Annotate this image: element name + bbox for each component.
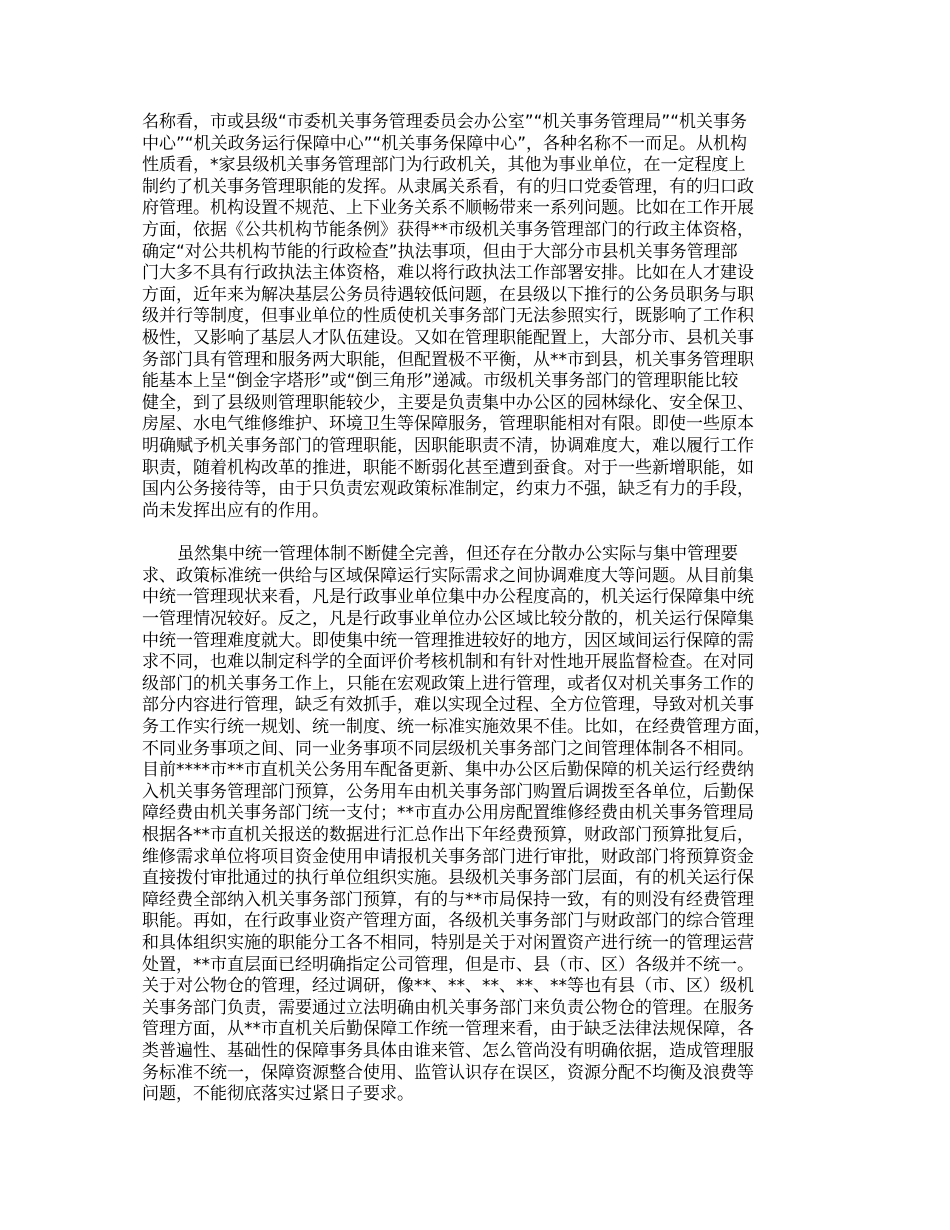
- text-line: 门大多不具有行政执法主体资格，难以将行政执法工作部署安排。比如在人才建设: [142, 263, 754, 284]
- text-line: 务部门具有管理和服务两大职能，但配置极不平衡，从**市到县，机关事务管理职: [142, 349, 754, 370]
- text-line: 中统一管理难度就大。即使集中统一管理推进较好的地方，因区域间运行保障的需: [142, 630, 754, 651]
- text-line: 职能。再如，在行政事业资产管理方面，各级机关事务部门与财政部门的综合管理: [142, 911, 754, 932]
- text-line: 制约了机关事务管理职能的发挥。从隶属关系看，有的归口党委管理，有的归口政: [142, 176, 754, 197]
- text-line: 问题，不能彻底落实过紧日子要求。: [142, 1084, 414, 1105]
- text-line: 求不同，也难以制定科学的全面评价考核机制和有针对性地开展监督检查。在对同: [142, 652, 754, 673]
- text-line: 和具体组织实施的职能分工各不相同，特别是关于对闲置资产进行统一的管理运营: [142, 932, 754, 953]
- text-line: 中统一管理现状来看，凡是行政事业单位集中办公程度高的，机关运行保障集中统: [142, 587, 754, 608]
- text-line: 虽然集中统一管理体制不断健全完善，但还存在分散办公实际与集中管理要: [177, 544, 738, 565]
- text-line: 务工作实行统一规划、统一制度、统一标准实施效果不佳。比如，在经费管理方面，: [142, 717, 771, 738]
- text-line: 维修需求单位将项目资金使用申请报机关事务部门进行审批，财政部门将预算资金: [142, 846, 754, 867]
- text-line: 障经费由机关事务部门统一支付；**市直办公用房配置维修经费由机关事务管理局: [142, 803, 754, 824]
- text-line: 求、政策标准统一供给与区域保障运行实际需求之间协调难度大等问题。从目前集: [142, 565, 754, 586]
- text-line: 极性，又影响了基层人才队伍建设。又如在管理职能配置上，大部分市、县机关事: [142, 327, 754, 348]
- document-body: [142, 112, 826, 1106]
- text-line: 不同业务事项之间、同一业务事项不同层级机关事务部门之间管理体制各不相同。: [142, 738, 754, 759]
- text-line: 级并行等制度，但事业单位的性质使机关事务部门无法参照实行，既影响了工作积: [142, 306, 754, 327]
- paragraph: [142, 112, 826, 522]
- text-line: 职责，随着机构改革的推进，职能不断弱化甚至遭到蚕食。对于一些新增职能，如: [142, 457, 754, 478]
- text-line: 障经费全部纳入机关事务部门预算，有的与**市局保持一致，有的则没有经费管理: [142, 889, 754, 910]
- text-line: 部分内容进行管理，缺乏有效抓手，难以实现全过程、全方位管理，导致对机关事: [142, 695, 754, 716]
- text-line: 健全，到了县级则管理职能较少，主要是负责集中办公区的园林绿化、安全保卫、: [142, 392, 754, 413]
- text-line: 性质看，*家县级机关事务管理部门为行政机关，其他为事业单位，在一定程度上: [142, 155, 746, 176]
- text-line: 国内公务接待等，由于只负责宏观政策标准制定，约束力不强，缺乏有力的手段，: [142, 479, 754, 500]
- text-line: 方面，近年来为解决基层公务员待遇较低问题，在县级以下推行的公务员职务与职: [142, 284, 754, 305]
- text-line: 明确赋予机关事务部门的管理职能，因职能职责不清，协调难度大，难以履行工作: [142, 435, 754, 456]
- text-line: 确定“对公共机构节能的行政检查”执法事项，但由于大部分市县机关事务管理部: [142, 241, 738, 262]
- text-line: 尚未发挥出应有的作用。: [142, 500, 329, 521]
- paragraph-gap: [142, 522, 826, 544]
- text-line: 直接拨付审批通过的执行单位组织实施。县级机关事务部门层面，有的机关运行保: [142, 868, 754, 889]
- text-line: 房屋、水电气维修维护、环境卫生等保障服务，管理职能相对有限。即使一些原本: [142, 414, 754, 435]
- text-line: 类普遍性、基础性的保障事务具体由谁来管、怎么管尚没有明确依据，造成管理服: [142, 1040, 754, 1061]
- text-line: 处置，**市直层面已经明确指定公司管理，但是市、县（市、区）各级并不统一。: [142, 954, 754, 975]
- text-line: 管理方面，从**市直机关后勤保障工作统一管理来看，由于缺乏法律法规保障，各: [142, 1019, 754, 1040]
- paragraph: [142, 544, 826, 1105]
- text-line: 入机关事务管理部门预算，公务用车由机关事务部门购置后调拨至各单位，后勤保: [142, 781, 754, 802]
- text-line: 一管理情况较好。反之，凡是行政事业单位办公区域比较分散的，机关运行保障集: [142, 609, 754, 630]
- text-line: 能基本上呈“倒金字塔形”或“倒三角形”递减。市级机关事务部门的管理职能比较: [142, 371, 739, 392]
- text-line: 方面，依据《公共机构节能条例》获得**市级机关事务管理部门的行政主体资格，: [142, 219, 754, 240]
- text-line: 中心”“机关政务运行保障中心”“机关事务保障中心”，各种名称不一而足。从机构: [142, 133, 748, 154]
- text-line: 关事务部门负责，需要通过立法明确由机关事务部门来负责公物仓的管理。在服务: [142, 997, 754, 1018]
- text-line: 务标准不统一，保障资源整合使用、监管认识存在误区，资源分配不均衡及浪费等: [142, 1062, 754, 1083]
- text-line: 关于对公物仓的管理，经过调研，像**、**、**、**、**等也有县（市、区）级机: [142, 976, 754, 997]
- text-line: 级部门的机关事务工作上，只能在宏观政策上进行管理，或者仅对机关事务工作的: [142, 673, 754, 694]
- text-line: 名称看，市或县级“市委机关事务管理委员会办公室”“机关事务管理局”“机关事务: [142, 112, 748, 132]
- text-line: 府管理。机构设置不规范、上下业务关系不顺畅带来一系列问题。比如在工作开展: [142, 198, 754, 219]
- text-line: 目前****市**市直机关公务用车配备更新、集中办公区后勤保障的机关运行经费纳: [142, 760, 754, 781]
- text-line: 根据各**市直机关报送的数据进行汇总作出下年经费预算，财政部门预算批复后，: [142, 825, 754, 845]
